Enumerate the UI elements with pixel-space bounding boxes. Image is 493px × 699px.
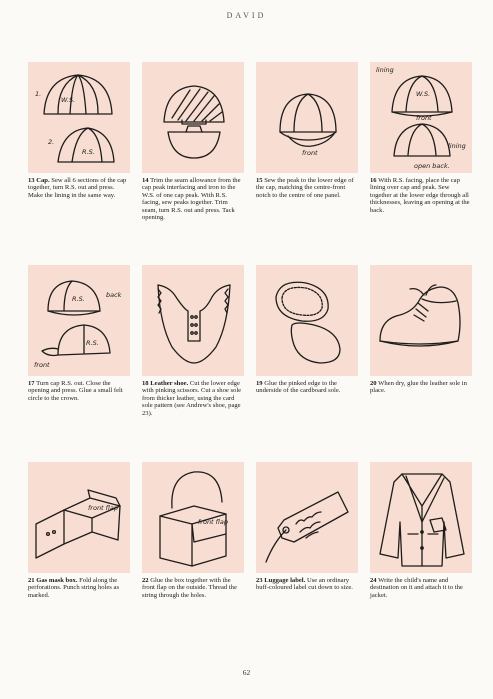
- step-card-17: [28, 265, 130, 402]
- step-23-illustration: [256, 462, 358, 573]
- step-card-20: [370, 265, 472, 395]
- label-step-17-back: back: [106, 291, 122, 299]
- step-16-illustration: [370, 62, 472, 173]
- step-19-text: Glue the pinked edge to the underside of the cardboard sole.: [256, 380, 341, 395]
- step-16-caption: [370, 177, 472, 214]
- step-19-number: 19: [256, 380, 263, 387]
- step-17-illustration: [28, 265, 130, 376]
- label-step-17-rs-top: R.S.: [72, 295, 85, 303]
- step-card-13: [28, 62, 130, 199]
- step-18-caption: [142, 380, 244, 417]
- label-step-13-ws: W.S.: [61, 96, 76, 104]
- step-16-text: With R.S. facing, place the cap lining over cap and peak. Sew together at the lower edge through all thicknesses, leaving an opening at the back.: [370, 177, 470, 214]
- step-14-caption: [142, 177, 244, 221]
- step-17-number: 17: [28, 380, 35, 387]
- step-20-caption: [370, 380, 472, 395]
- step-22-number: 22: [142, 577, 149, 584]
- label-step-17-front: front: [34, 361, 50, 369]
- step-card-24: [370, 462, 472, 599]
- step-17-text: Turn cap R.S. out. Close the opening and press. Glue a small felt circle to the crown.: [28, 380, 123, 402]
- step-14-number: 14: [142, 177, 149, 184]
- step-21-title: Gas mask box.: [36, 577, 78, 584]
- step-23-title: Luggage label.: [264, 577, 306, 584]
- step-20-number: 20: [370, 380, 377, 387]
- step-13-title: Cap.: [36, 177, 50, 184]
- label-step-16-ws: W.S.: [416, 90, 431, 98]
- step-24-text: Write the child's name and destination on it and attach it to the jacket.: [370, 577, 463, 599]
- instruction-grid: [28, 62, 472, 632]
- step-23-caption: [256, 577, 358, 592]
- step-23-number: 23: [256, 577, 263, 584]
- step-15-illustration: [256, 62, 358, 173]
- page-number: 62: [242, 668, 251, 677]
- label-step-13-1: 1.: [35, 90, 42, 98]
- step-15-text: Sew the peak to the lower edge of the cap, matching the centre-front notch to the centre of one panel.: [256, 177, 354, 199]
- step-20-text: When dry, glue the leather sole in place.: [370, 380, 467, 395]
- running-header: DAVID: [226, 11, 267, 20]
- step-card-19: [256, 265, 358, 395]
- step-18-title: Leather shoe.: [150, 380, 189, 387]
- step-card-15: [256, 62, 358, 199]
- step-23-text: Use an ordinary buff-coloured label cut down to size.: [256, 577, 353, 592]
- step-16-number: 16: [370, 177, 377, 184]
- step-17-caption: [28, 380, 130, 402]
- step-card-18: [142, 265, 244, 417]
- label-step-16-lining: lining: [448, 142, 466, 150]
- step-21-caption: [28, 577, 130, 599]
- step-14-text: Trim the seam allowance from the cap peak interfacing and iron to the W.S. of one cap peak. With R.S. facing, sew peaks together. Trim seam, turn R.S. out and press. Tack opening.: [142, 177, 241, 222]
- step-13-illustration: [28, 62, 130, 173]
- step-20-illustration: [370, 265, 472, 376]
- label-step-13-2: 2.: [48, 138, 55, 146]
- step-19-illustration: [256, 265, 358, 376]
- step-13-number: 13: [28, 177, 35, 184]
- step-card-22: [142, 462, 244, 599]
- step-18-text: Cut the lower edge with pinking scissors. Cut a shoe sole from thicker leather, using the card sole pattern (see Andrew's shoe, page 23).: [142, 380, 242, 417]
- step-22-text: Glue the box together with the front flap on the outside. Thread the string through the holes.: [142, 577, 237, 599]
- step-21-illustration: [28, 462, 130, 573]
- step-22-illustration: [142, 462, 244, 573]
- step-22-caption: [142, 577, 244, 599]
- step-24-number: 24: [370, 577, 377, 584]
- label-step-15-front: front: [302, 149, 318, 157]
- step-21-number: 21: [28, 577, 35, 584]
- step-13-text: Sew all 6 sections of the cap together, turn R.S. out and press. Make the lining in the same way.: [28, 177, 127, 199]
- step-14-illustration: [142, 62, 244, 173]
- step-18-number: 18: [142, 380, 149, 387]
- step-card-23: [256, 462, 358, 592]
- step-15-number: 15: [256, 177, 263, 184]
- step-21-text: Fold along the perforations. Punch string holes as marked.: [28, 577, 120, 599]
- step-15-caption: [256, 177, 358, 199]
- label-step-22-front-flap: front flap: [198, 518, 228, 526]
- label-step-16-front: front: [416, 114, 432, 122]
- step-24-caption: [370, 577, 472, 599]
- step-19-caption: [256, 380, 358, 395]
- step-24-illustration: [370, 462, 472, 573]
- label-step-17-rs-bottom: R.S.: [86, 339, 99, 347]
- label-step-21-front-flap: front flap: [88, 504, 118, 512]
- step-card-16: [370, 62, 472, 214]
- step-card-21: [28, 462, 130, 599]
- label-step-16-lining-top: lining: [376, 66, 394, 74]
- label-step-13-rs: R.S.: [82, 148, 95, 156]
- label-step-16-open-back: open back.: [414, 162, 450, 170]
- step-13-caption: [28, 177, 130, 199]
- step-card-14: [142, 62, 244, 221]
- step-18-illustration: [142, 265, 244, 376]
